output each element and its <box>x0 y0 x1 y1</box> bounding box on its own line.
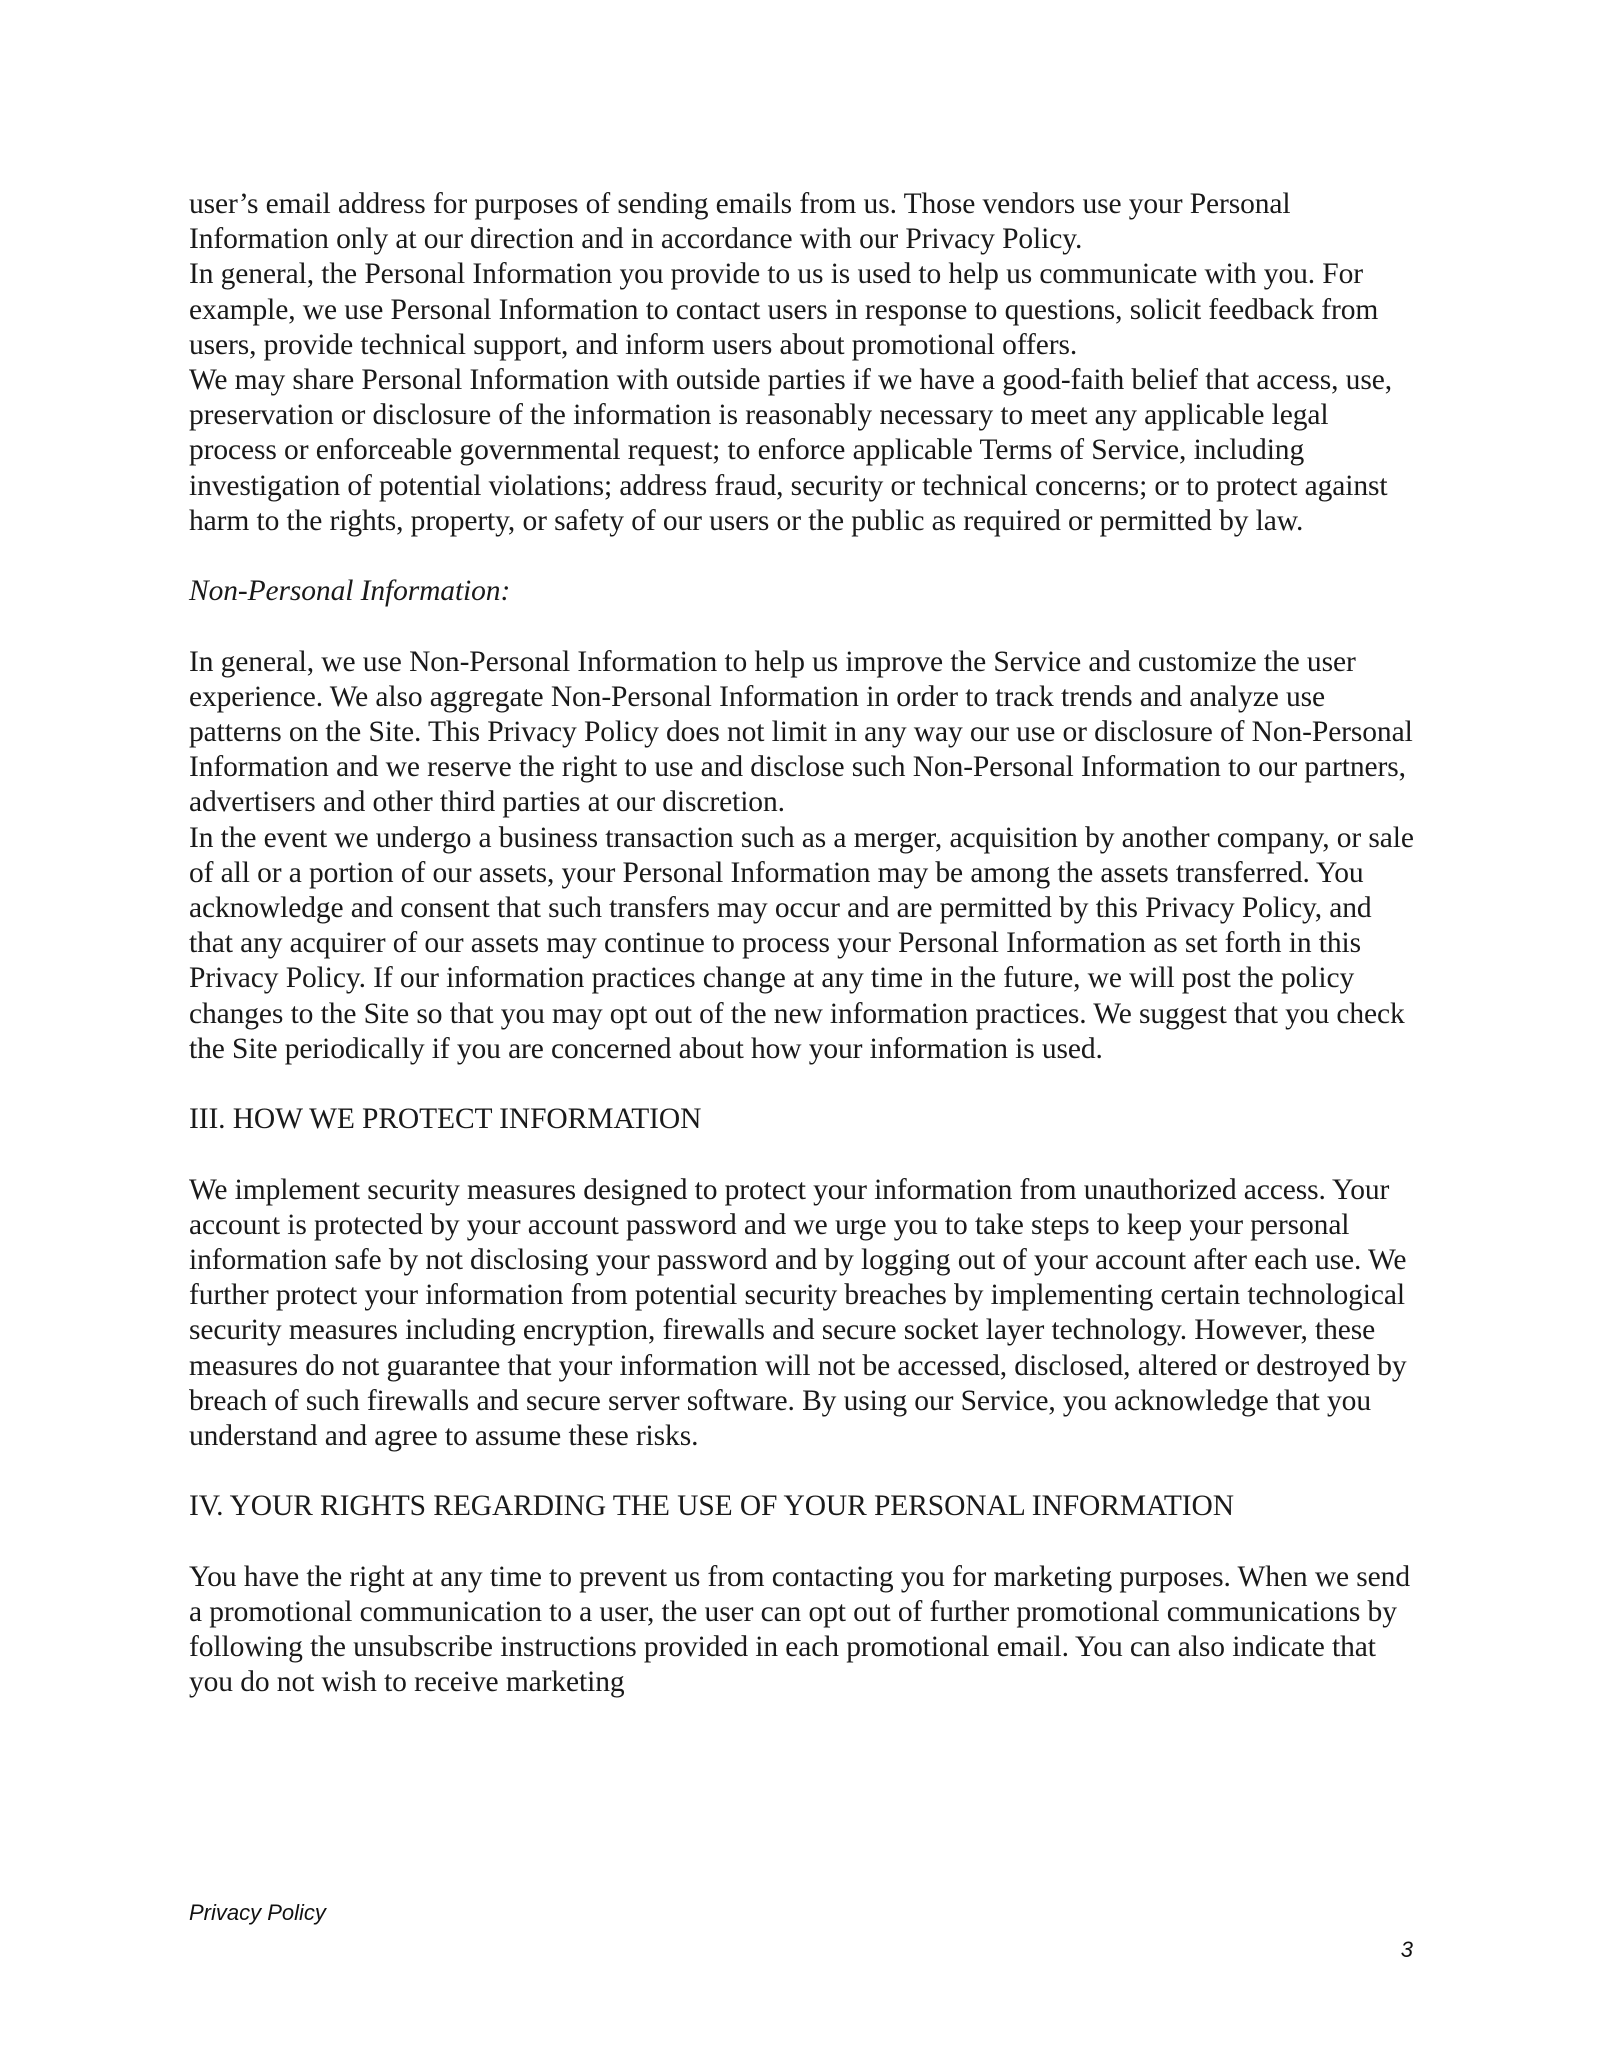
subheading-non-personal-information: Non-Personal Information: <box>189 575 511 608</box>
spacer <box>189 1454 1419 1489</box>
page-number: 3 <box>1400 1937 1413 1962</box>
paragraph-rights: You have the right at any time to prevent us from contacting you for marketing purposes. When we send a promotional communication to a user, the user can opt out of further promotional communications by following the unsubscribe instructions provided in each promotional email. You can also indicate that you do not wish to receive marketing <box>189 1560 1410 1699</box>
spacer <box>189 539 1419 574</box>
paragraph-vendors: user’s email address for purposes of sending emails from us. Those vendors use your Personal Information only at our direction and in accordance with our Privacy Policy. <box>189 188 1291 256</box>
footer-document-title: Privacy Policy <box>189 1900 326 1925</box>
paragraph-non-personal: In general, we use Non-Personal Information to help us improve the Service and customize the user experience. We also aggregate Non-Personal Information in order to track trends and analyze use patterns on the Site. This Privacy Policy does not limit in any way our use or disclosure of Non-Personal Information and we reserve the right to use and disclose such Non-Personal Information to our partners, advertisers and other third parties at our discretion. <box>189 645 1413 819</box>
spacer <box>189 1525 1419 1560</box>
paragraph-protect: We implement security measures designed to protect your information from unauthorized access. Your account is protected by your account password and we urge you to take steps to keep your personal information safe by not disclosing your password and by logging out of your account after each use. We further protect your information from potential security breaches by implementing certain technological security measures including encryption, firewalls and secure socket layer technology. However, these measures do not guarantee that your information will not be accessed, disclosed, altered or destroyed by breach of such firewalls and secure server software. By using our Service, you acknowledge that you understand and agree to assume these risks. <box>189 1173 1407 1453</box>
document-body <box>189 187 1419 1701</box>
section-heading-rights: IV. YOUR RIGHTS REGARDING THE USE OF YOUR PERSONAL INFORMATION <box>189 1490 1234 1523</box>
spacer <box>189 609 1419 644</box>
paragraph-share: We may share Personal Information with outside parties if we have a good-faith belief that access, use, preservation or disclosure of the information is reasonably necessary to meet any applicable legal process or enforceable governmental request; to enforce applicable Terms of Service, including investigation of potential violations; address fraud, security or technical concerns; or to protect against harm to the rights, property, or safety of our users or the public as required or permitted by law. <box>189 364 1392 537</box>
section-heading-protect: III. HOW WE PROTECT INFORMATION <box>189 1103 702 1136</box>
paragraph-general-use: In general, the Personal Information you provide to us is used to help us communicate with you. For example, we use Personal Information to contact users in response to questions, solicit feedback from users, provide technical support, and inform users about promotional offers. <box>189 258 1379 361</box>
spacer <box>189 1137 1419 1172</box>
spacer <box>189 1067 1419 1102</box>
paragraph-transaction: In the event we undergo a business transaction such as a merger, acquisition by another company, or sale of all or a portion of our assets, your Personal Information may be among the assets transferred. You acknowledge and consent that such transfers may occur and are permitted by this Privacy Policy, and that any acquirer of our assets may continue to process your Personal Information as set forth in this Privacy Policy. If our information practices change at any time in the future, we will post the policy changes to the Site so that you may opt out of the new information practices. We suggest that you check the Site periodically if you are concerned about how your information is used. <box>189 821 1414 1065</box>
